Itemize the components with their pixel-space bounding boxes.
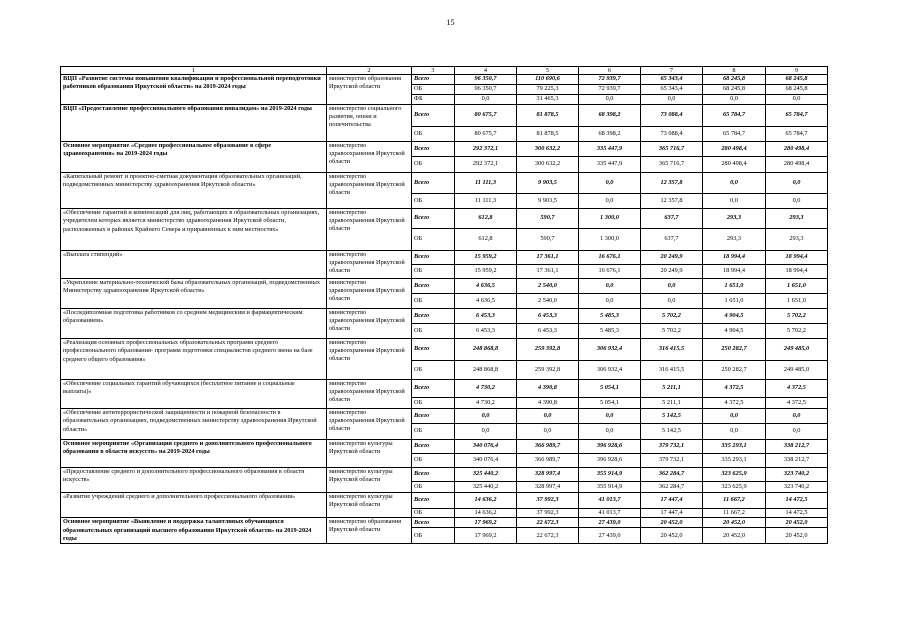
funding-source: Всего bbox=[412, 468, 455, 482]
amount-cell: 0,0 bbox=[703, 409, 766, 424]
amount-cell: 5 702,2 bbox=[641, 324, 703, 339]
amount-cell: 5 702,2 bbox=[766, 309, 828, 324]
header-cell: 7 bbox=[641, 67, 703, 75]
amount-cell: 68 245,8 bbox=[703, 75, 766, 85]
amount-cell: 325 440,2 bbox=[455, 482, 517, 493]
amount-cell: 316 415,5 bbox=[641, 339, 703, 361]
header-cell: 5 bbox=[517, 67, 579, 75]
amount-cell: 5 485,3 bbox=[579, 309, 641, 324]
amount-cell: 68 245,8 bbox=[766, 85, 828, 95]
amount-cell: 5 142,5 bbox=[641, 409, 703, 424]
amount-cell: 366 989,7 bbox=[517, 454, 579, 468]
amount-cell: 41 013,7 bbox=[579, 509, 641, 518]
amount-cell: 110 690,6 bbox=[517, 75, 579, 85]
amount-cell: 280 498,4 bbox=[766, 157, 828, 173]
amount-cell: 4 372,5 bbox=[766, 380, 828, 398]
header-cell: 6 bbox=[579, 67, 641, 75]
amount-cell: 293,3 bbox=[766, 229, 828, 251]
amount-cell: 5 142,5 bbox=[641, 424, 703, 440]
funding-source: Всего bbox=[412, 518, 455, 528]
amount-cell: 0,0 bbox=[579, 279, 641, 294]
table-row bbox=[61, 493, 828, 509]
amount-cell: 0,0 bbox=[703, 194, 766, 209]
amount-cell: 81 878,5 bbox=[517, 127, 579, 142]
measure-name: «Развитие учреждений среднего и дополнительного профессионального образования» bbox=[61, 493, 327, 518]
amount-cell: 37 992,3 bbox=[517, 509, 579, 518]
amount-cell: 362 284,7 bbox=[641, 482, 703, 493]
amount-cell: 365 716,7 bbox=[641, 142, 703, 157]
amount-cell: 293,3 bbox=[766, 209, 828, 229]
amount-cell: 1 300,0 bbox=[579, 209, 641, 229]
responsible-agency: министерство здравоохранения Иркутской области bbox=[327, 142, 412, 173]
amount-cell: 5 054,1 bbox=[579, 380, 641, 398]
amount-cell: 16 676,1 bbox=[579, 251, 641, 265]
amount-cell: 366 989,7 bbox=[517, 440, 579, 454]
amount-cell: 20 452,0 bbox=[766, 518, 828, 528]
amount-cell: 335 447,9 bbox=[579, 157, 641, 173]
amount-cell: 323 625,9 bbox=[703, 468, 766, 482]
measure-name: «Капитальный ремонт и проектно-сметная документация образовательных организаций, подведомственных министерству здравоохранения Иркутской области» bbox=[61, 173, 327, 209]
amount-cell: 17 969,2 bbox=[455, 528, 517, 544]
amount-cell: 65 784,7 bbox=[703, 127, 766, 142]
amount-cell: 9 903,5 bbox=[517, 173, 579, 194]
measure-name: «Обеспечение антитеррористической защищенности и пожарной безопасности в образовательных организациях, подведомственных министерству здравоохранения Иркутской области» bbox=[61, 409, 327, 440]
amount-cell: 300 632,2 bbox=[517, 157, 579, 173]
amount-cell: 20 249,9 bbox=[641, 251, 703, 265]
responsible-agency: министерство культуры Иркутской области bbox=[327, 493, 412, 518]
funding-source: Всего bbox=[412, 409, 455, 424]
amount-cell: 0,0 bbox=[766, 424, 828, 440]
funding-source: ОБ bbox=[412, 398, 455, 409]
measure-name: «Обеспечение гарантий и компенсаций для лиц, работающих в образовательных организациях, учредителем которых является министерство здравоохранения Иркутской области, расположенных в районах Крайнего Севера и приравненных к ним местностях» bbox=[61, 209, 327, 251]
amount-cell: 18 994,4 bbox=[703, 265, 766, 279]
amount-cell: 22 672,3 bbox=[517, 518, 579, 528]
responsible-agency: министерство здравоохранения Иркутской области bbox=[327, 279, 412, 309]
page-number: 15 bbox=[446, 18, 455, 27]
funding-source: ОБ bbox=[412, 229, 455, 251]
amount-cell: 0,0 bbox=[641, 279, 703, 294]
amount-cell: 72 939,7 bbox=[579, 75, 641, 85]
amount-cell: 20 452,0 bbox=[703, 518, 766, 528]
measure-name: Основное мероприятие «Организация среднего и дополнительного профессионального образования в области искусств» на 2019-2024 годы bbox=[61, 440, 327, 468]
amount-cell: 4 730,2 bbox=[455, 380, 517, 398]
amount-cell: 72 939,7 bbox=[579, 85, 641, 95]
amount-cell: 292 372,1 bbox=[455, 157, 517, 173]
amount-cell: 4 372,5 bbox=[703, 398, 766, 409]
amount-cell: 14 636,2 bbox=[455, 509, 517, 518]
responsible-agency: министерство здравоохранения Иркутской области bbox=[327, 339, 412, 380]
amount-cell: 68 398,2 bbox=[579, 127, 641, 142]
funding-source: ОБ bbox=[412, 482, 455, 493]
amount-cell: 323 740,2 bbox=[766, 482, 828, 493]
amount-cell: 6 453,3 bbox=[455, 309, 517, 324]
amount-cell: 0,0 bbox=[579, 294, 641, 309]
amount-cell: 68 398,2 bbox=[579, 105, 641, 127]
measure-name: «Укрепление материально-технической базы образовательных организаций, подведомственных Министерству здравоохранения Иркутской области» bbox=[61, 279, 327, 309]
responsible-agency: министерство здравоохранения Иркутской области bbox=[327, 380, 412, 409]
table-row bbox=[61, 142, 828, 157]
measure-name: «Выплата стипендий» bbox=[61, 251, 327, 279]
amount-cell: 0,0 bbox=[579, 194, 641, 209]
amount-cell: 27 439,0 bbox=[579, 518, 641, 528]
responsible-agency: министерство здравоохранения Иркутской области bbox=[327, 173, 412, 209]
amount-cell: 340 076,4 bbox=[455, 454, 517, 468]
amount-cell: 355 914,9 bbox=[579, 468, 641, 482]
amount-cell: 2 540,0 bbox=[517, 279, 579, 294]
measure-name: Основное мероприятие «Среднее профессиональное образование в сфере здравоохранения» на 2019-2024 годы bbox=[61, 142, 327, 173]
amount-cell: 0,0 bbox=[766, 409, 828, 424]
amount-cell: 17 447,4 bbox=[641, 509, 703, 518]
amount-cell: 5 485,3 bbox=[579, 324, 641, 339]
funding-source: Всего bbox=[412, 105, 455, 127]
amount-cell: 11 667,2 bbox=[703, 509, 766, 518]
measure-name: «Последипломная подготовка работников со средним медицинским и фармацевтическим образованием» bbox=[61, 309, 327, 339]
amount-cell: 96 350,7 bbox=[455, 75, 517, 85]
funding-source: ОБ bbox=[412, 85, 455, 95]
amount-cell: 249 485,0 bbox=[766, 339, 828, 361]
amount-cell: 11 111,3 bbox=[455, 173, 517, 194]
amount-cell: 4 390,8 bbox=[517, 398, 579, 409]
amount-cell: 20 452,0 bbox=[766, 528, 828, 544]
amount-cell: 0,0 bbox=[517, 424, 579, 440]
amount-cell: 249 485,0 bbox=[766, 361, 828, 380]
amount-cell: 396 928,6 bbox=[579, 454, 641, 468]
amount-cell: 5 211,1 bbox=[641, 398, 703, 409]
responsible-agency: министерство образования Иркутской области bbox=[327, 75, 412, 105]
funding-source: Всего bbox=[412, 309, 455, 324]
amount-cell: 590,7 bbox=[517, 209, 579, 229]
funding-source: ОБ bbox=[412, 454, 455, 468]
amount-cell: 6 453,3 bbox=[517, 309, 579, 324]
amount-cell: 37 992,3 bbox=[517, 493, 579, 509]
amount-cell: 379 732,1 bbox=[641, 440, 703, 454]
amount-cell: 0,0 bbox=[579, 409, 641, 424]
measure-name: ВЦП «Развитие системы повышения квалификации и профессиональной переподготовки работников образования Иркутской области» на 2019-2024 годы bbox=[61, 75, 327, 105]
amount-cell: 0,0 bbox=[455, 409, 517, 424]
amount-cell: 12 357,8 bbox=[641, 194, 703, 209]
funding-source: Всего bbox=[412, 173, 455, 194]
table-row bbox=[61, 209, 828, 229]
table-row bbox=[61, 468, 828, 482]
amount-cell: 9 903,5 bbox=[517, 194, 579, 209]
amount-cell: 0,0 bbox=[703, 173, 766, 194]
funding-source: ФБ bbox=[412, 95, 455, 105]
amount-cell: 4 904,5 bbox=[703, 324, 766, 339]
header-row bbox=[61, 67, 828, 75]
amount-cell: 2 540,0 bbox=[517, 294, 579, 309]
amount-cell: 325 440,2 bbox=[455, 468, 517, 482]
header-cell: 2 bbox=[327, 67, 412, 75]
header-cell: 4 bbox=[455, 67, 517, 75]
amount-cell: 4 372,5 bbox=[766, 398, 828, 409]
amount-cell: 0,0 bbox=[766, 194, 828, 209]
amount-cell: 637,7 bbox=[641, 209, 703, 229]
amount-cell: 11 667,2 bbox=[703, 493, 766, 509]
amount-cell: 4 636,5 bbox=[455, 294, 517, 309]
amount-cell: 280 498,4 bbox=[703, 142, 766, 157]
amount-cell: 31 465,3 bbox=[517, 95, 579, 105]
amount-cell: 0,0 bbox=[703, 95, 766, 105]
amount-cell: 14 472,5 bbox=[766, 509, 828, 518]
table-row bbox=[61, 251, 828, 265]
amount-cell: 22 672,3 bbox=[517, 528, 579, 544]
amount-cell: 280 498,4 bbox=[703, 157, 766, 173]
amount-cell: 17 361,1 bbox=[517, 251, 579, 265]
amount-cell: 14 636,2 bbox=[455, 493, 517, 509]
amount-cell: 250 282,7 bbox=[703, 361, 766, 380]
responsible-agency: министерство здравоохранения Иркутской области bbox=[327, 209, 412, 251]
table-row bbox=[61, 75, 828, 85]
amount-cell: 0,0 bbox=[579, 173, 641, 194]
amount-cell: 0,0 bbox=[641, 95, 703, 105]
amount-cell: 4 390,8 bbox=[517, 380, 579, 398]
amount-cell: 68 245,8 bbox=[703, 85, 766, 95]
amount-cell: 5 054,1 bbox=[579, 398, 641, 409]
amount-cell: 80 675,7 bbox=[455, 127, 517, 142]
amount-cell: 0,0 bbox=[517, 409, 579, 424]
amount-cell: 300 632,2 bbox=[517, 142, 579, 157]
amount-cell: 41 013,7 bbox=[579, 493, 641, 509]
amount-cell: 15 959,2 bbox=[455, 251, 517, 265]
amount-cell: 590,7 bbox=[517, 229, 579, 251]
amount-cell: 6 453,3 bbox=[455, 324, 517, 339]
amount-cell: 306 932,4 bbox=[579, 339, 641, 361]
funding-source: ОБ bbox=[412, 157, 455, 173]
funding-source: ОБ bbox=[412, 265, 455, 279]
responsible-agency: министерство социального развития, опеки и попечительства bbox=[327, 105, 412, 142]
amount-cell: 0,0 bbox=[579, 95, 641, 105]
table-row bbox=[61, 380, 828, 398]
measure-name: «Предоставление среднего и дополнительного профессионального образования в области искусств» bbox=[61, 468, 327, 493]
amount-cell: 365 716,7 bbox=[641, 157, 703, 173]
amount-cell: 18 994,4 bbox=[766, 265, 828, 279]
funding-source: ОБ bbox=[412, 324, 455, 339]
funding-source: Всего bbox=[412, 142, 455, 157]
amount-cell: 1 651,0 bbox=[703, 294, 766, 309]
measure-name: Основное мероприятие «Выявление и поддержка талантливых обучающихся образовательных организаций высшего образования Иркутской области» на 2019-2024 годы bbox=[61, 518, 327, 544]
header-cell: 9 bbox=[766, 67, 828, 75]
funding-source: Всего bbox=[412, 440, 455, 454]
amount-cell: 0,0 bbox=[455, 424, 517, 440]
responsible-agency: министерство здравоохранения Иркутской области bbox=[327, 409, 412, 440]
funding-source: ОБ bbox=[412, 528, 455, 544]
amount-cell: 27 439,0 bbox=[579, 528, 641, 544]
amount-cell: 12 357,8 bbox=[641, 173, 703, 194]
amount-cell: 16 676,1 bbox=[579, 265, 641, 279]
amount-cell: 20 452,0 bbox=[641, 518, 703, 528]
amount-cell: 15 959,2 bbox=[455, 265, 517, 279]
amount-cell: 65 784,7 bbox=[766, 127, 828, 142]
amount-cell: 4 730,2 bbox=[455, 398, 517, 409]
funding-source: ОБ bbox=[412, 509, 455, 518]
amount-cell: 1 651,0 bbox=[766, 279, 828, 294]
responsible-agency: министерство культуры Иркутской области bbox=[327, 440, 412, 468]
amount-cell: 0,0 bbox=[766, 95, 828, 105]
table-row bbox=[61, 339, 828, 361]
responsible-agency: министерство культуры Иркутской области bbox=[327, 468, 412, 493]
amount-cell: 248 868,8 bbox=[455, 339, 517, 361]
amount-cell: 355 914,9 bbox=[579, 482, 641, 493]
amount-cell: 379 732,1 bbox=[641, 454, 703, 468]
responsible-agency: министерство здравоохранения Иркутской области bbox=[327, 309, 412, 339]
amount-cell: 68 245,8 bbox=[766, 75, 828, 85]
amount-cell: 306 932,4 bbox=[579, 361, 641, 380]
amount-cell: 17 969,2 bbox=[455, 518, 517, 528]
amount-cell: 293,3 bbox=[703, 229, 766, 251]
amount-cell: 0,0 bbox=[703, 424, 766, 440]
amount-cell: 0,0 bbox=[455, 95, 517, 105]
funding-source: Всего bbox=[412, 380, 455, 398]
amount-cell: 17 447,4 bbox=[641, 493, 703, 509]
amount-cell: 0,0 bbox=[641, 294, 703, 309]
amount-cell: 1 651,0 bbox=[766, 294, 828, 309]
amount-cell: 250 282,7 bbox=[703, 339, 766, 361]
amount-cell: 14 472,5 bbox=[766, 493, 828, 509]
funding-source: ОБ bbox=[412, 361, 455, 380]
responsible-agency: министерство образования Иркутской области bbox=[327, 518, 412, 544]
budget-table bbox=[60, 66, 828, 544]
amount-cell: 65 343,4 bbox=[641, 75, 703, 85]
table-row bbox=[61, 309, 828, 324]
amount-cell: 5 702,2 bbox=[641, 309, 703, 324]
amount-cell: 0,0 bbox=[766, 173, 828, 194]
amount-cell: 259 392,8 bbox=[517, 361, 579, 380]
amount-cell: 338 212,7 bbox=[766, 440, 828, 454]
amount-cell: 18 994,4 bbox=[703, 251, 766, 265]
amount-cell: 4 636,5 bbox=[455, 279, 517, 294]
amount-cell: 280 498,4 bbox=[766, 142, 828, 157]
header-cell: 3 bbox=[412, 67, 455, 75]
amount-cell: 1 651,0 bbox=[703, 279, 766, 294]
amount-cell: 323 740,2 bbox=[766, 468, 828, 482]
funding-source: ОБ bbox=[412, 294, 455, 309]
funding-source: ОБ bbox=[412, 424, 455, 440]
amount-cell: 0,0 bbox=[579, 424, 641, 440]
funding-source: ОБ bbox=[412, 194, 455, 209]
amount-cell: 81 878,5 bbox=[517, 105, 579, 127]
table-row bbox=[61, 105, 828, 127]
amount-cell: 328 997,4 bbox=[517, 468, 579, 482]
amount-cell: 637,7 bbox=[641, 229, 703, 251]
funding-source: Всего bbox=[412, 279, 455, 294]
funding-source: ОБ bbox=[412, 127, 455, 142]
amount-cell: 20 452,0 bbox=[641, 528, 703, 544]
table-row bbox=[61, 279, 828, 294]
header-cell: 8 bbox=[703, 67, 766, 75]
amount-cell: 323 625,9 bbox=[703, 482, 766, 493]
amount-cell: 17 361,1 bbox=[517, 265, 579, 279]
amount-cell: 65 343,4 bbox=[641, 85, 703, 95]
amount-cell: 396 928,6 bbox=[579, 440, 641, 454]
amount-cell: 79 225,3 bbox=[517, 85, 579, 95]
amount-cell: 1 300,0 bbox=[579, 229, 641, 251]
amount-cell: 316 415,5 bbox=[641, 361, 703, 380]
table-row bbox=[61, 173, 828, 194]
amount-cell: 259 392,8 bbox=[517, 339, 579, 361]
amount-cell: 73 088,4 bbox=[641, 127, 703, 142]
amount-cell: 612,8 bbox=[455, 229, 517, 251]
header-cell: 1 bbox=[61, 67, 327, 75]
amount-cell: 11 111,3 bbox=[455, 194, 517, 209]
amount-cell: 20 249,9 bbox=[641, 265, 703, 279]
amount-cell: 362 284,7 bbox=[641, 468, 703, 482]
measure-name: «Обеспечение социальных гарантий обучающихся (бесплатное питание и социальные выплаты)» bbox=[61, 380, 327, 409]
amount-cell: 335 447,9 bbox=[579, 142, 641, 157]
measure-name: «Реализация основных профессиональных образовательных программ среднего профессионального образования- программ подготовки специалистов среднего звена на базе среднего общего образования» bbox=[61, 339, 327, 380]
responsible-agency: министерство здравоохранения Иркутской области bbox=[327, 251, 412, 279]
amount-cell: 293,3 bbox=[703, 209, 766, 229]
funding-source: Всего bbox=[412, 251, 455, 265]
amount-cell: 18 994,4 bbox=[766, 251, 828, 265]
funding-source: Всего bbox=[412, 209, 455, 229]
amount-cell: 340 076,4 bbox=[455, 440, 517, 454]
amount-cell: 4 904,5 bbox=[703, 309, 766, 324]
amount-cell: 80 675,7 bbox=[455, 105, 517, 127]
funding-source: Всего bbox=[412, 75, 455, 85]
amount-cell: 612,8 bbox=[455, 209, 517, 229]
amount-cell: 96 350,7 bbox=[455, 85, 517, 95]
funding-source: Всего bbox=[412, 339, 455, 361]
amount-cell: 20 452,0 bbox=[703, 528, 766, 544]
amount-cell: 4 372,5 bbox=[703, 380, 766, 398]
amount-cell: 5 702,2 bbox=[766, 324, 828, 339]
table-row bbox=[61, 518, 828, 528]
amount-cell: 338 212,7 bbox=[766, 454, 828, 468]
amount-cell: 6 453,3 bbox=[517, 324, 579, 339]
amount-cell: 65 784,7 bbox=[766, 105, 828, 127]
funding-source: Всего bbox=[412, 493, 455, 509]
amount-cell: 73 088,4 bbox=[641, 105, 703, 127]
amount-cell: 292 372,1 bbox=[455, 142, 517, 157]
amount-cell: 328 997,4 bbox=[517, 482, 579, 493]
amount-cell: 335 293,1 bbox=[703, 454, 766, 468]
amount-cell: 5 211,1 bbox=[641, 380, 703, 398]
amount-cell: 65 784,7 bbox=[703, 105, 766, 127]
table-row bbox=[61, 440, 828, 454]
amount-cell: 335 293,1 bbox=[703, 440, 766, 454]
measure-name: ВЦП «Предоставление профессионального образования инвалидам» на 2019-2024 годы bbox=[61, 105, 327, 142]
table-row bbox=[61, 409, 828, 424]
amount-cell: 248 868,8 bbox=[455, 361, 517, 380]
